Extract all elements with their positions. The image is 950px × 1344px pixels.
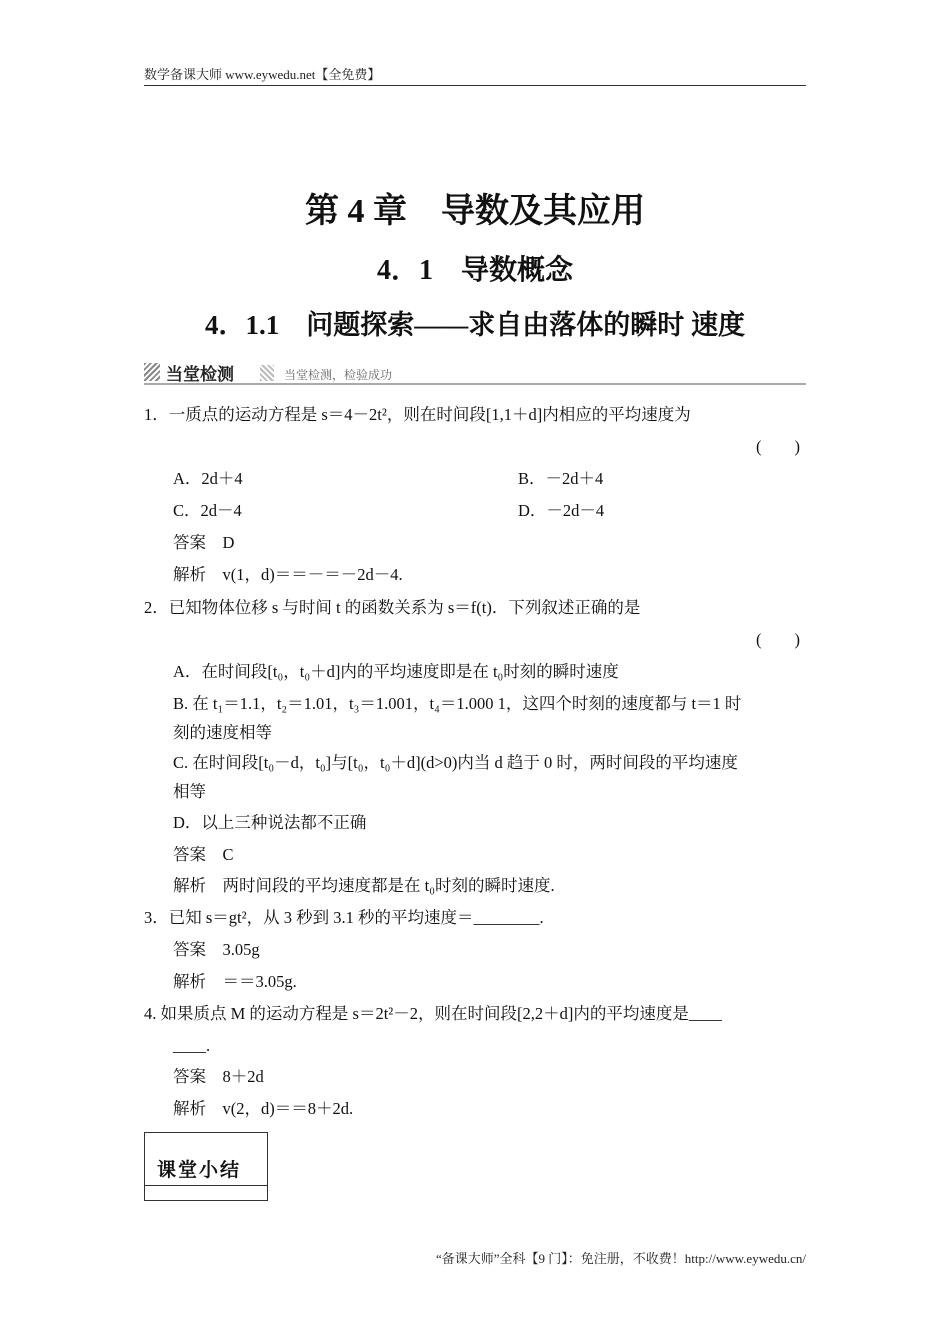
- section-label: 当堂检测: [166, 365, 234, 385]
- summary-divider: [145, 1185, 267, 1186]
- option-b: B. 在 t₁＝1.1，t₂＝1.01，t₃＝1.001，t₄＝1.000 1，这四个时刻的速度都与 t＝1 时: [173, 694, 742, 713]
- section-bar: [144, 360, 806, 386]
- answer: 答案 D: [173, 533, 235, 552]
- question-4: 4. 如果质点 M 的运动方程是 s＝2t²－2，则在时间段[2,2＋d]内的平均速度是____: [144, 1004, 722, 1023]
- section-rule: [144, 383, 806, 385]
- subsection-title: 4．1.1 问题探索——求自由落体的瞬时 速度: [205, 310, 745, 340]
- summary-box: [144, 1132, 268, 1201]
- question-1: 1．一质点的运动方程是 s＝4－2t²，则在时间段[1,1＋d]内相应的平均速度为: [144, 405, 691, 424]
- option-c: C．2d－4: [173, 501, 242, 520]
- hatch-icon: [144, 363, 160, 381]
- explanation: 解析 两时间段的平均速度都是在 t₀时刻的瞬时速度.: [173, 876, 555, 895]
- explanation: 解析 v(1，d)＝＝－＝－2d－4.: [173, 565, 403, 584]
- section-subtitle: 当堂检测，检验成功: [284, 368, 393, 382]
- section-title: 4．1 导数概念: [376, 255, 573, 286]
- option-a: A．在时间段[t₀，t₀＋d]内的平均速度即是在 t₀时刻的瞬时速度: [173, 662, 619, 681]
- question-2: 2．已知物体位移 s 与时间 t 的函数关系为 s＝f(t)．下列叙述正确的是: [144, 598, 641, 617]
- answer: 答案 3.05g: [173, 940, 260, 959]
- option-b: B．－2d＋4: [518, 469, 604, 488]
- option-c-cont: 相等: [173, 782, 206, 801]
- option-c: C. 在时间段[t₀－d，t₀]与[t₀，t₀＋d](d>0)内当 d 趋于 0 时，两时间段的平均速度: [173, 753, 738, 772]
- answer: 答案 C: [173, 845, 234, 864]
- answer-paren: ( ): [756, 630, 800, 649]
- explanation: 解析 v(2，d)＝＝8＋2d.: [173, 1099, 354, 1118]
- explanation: 解析 ＝＝3.05g.: [173, 972, 297, 991]
- question-4-cont: ____.: [173, 1036, 211, 1055]
- answer-paren: ( ): [756, 437, 800, 456]
- option-d: D．以上三种说法都不正确: [173, 813, 367, 832]
- answer: 答案 8＋2d: [173, 1067, 264, 1086]
- hatch-icon: [260, 365, 274, 381]
- page-header: 数学备课大师 www.eywedu.net【全免费】: [144, 67, 381, 82]
- header-rule: [144, 85, 806, 86]
- summary-label: 课堂小结: [157, 1159, 242, 1181]
- page-footer: “备课大师”全科【9 门】：免注册，不收费！http://www.eywedu.cn/: [436, 1251, 806, 1266]
- option-d: D．－2d－4: [518, 501, 605, 520]
- option-a: A．2d＋4: [173, 469, 243, 488]
- question-3: 3．已知 s＝gt²，从 3 秒到 3.1 秒的平均速度＝________.: [144, 908, 544, 927]
- chapter-title: 第 4 章 导数及其应用: [305, 193, 645, 230]
- option-b-cont: 刻的速度相等: [173, 723, 272, 742]
